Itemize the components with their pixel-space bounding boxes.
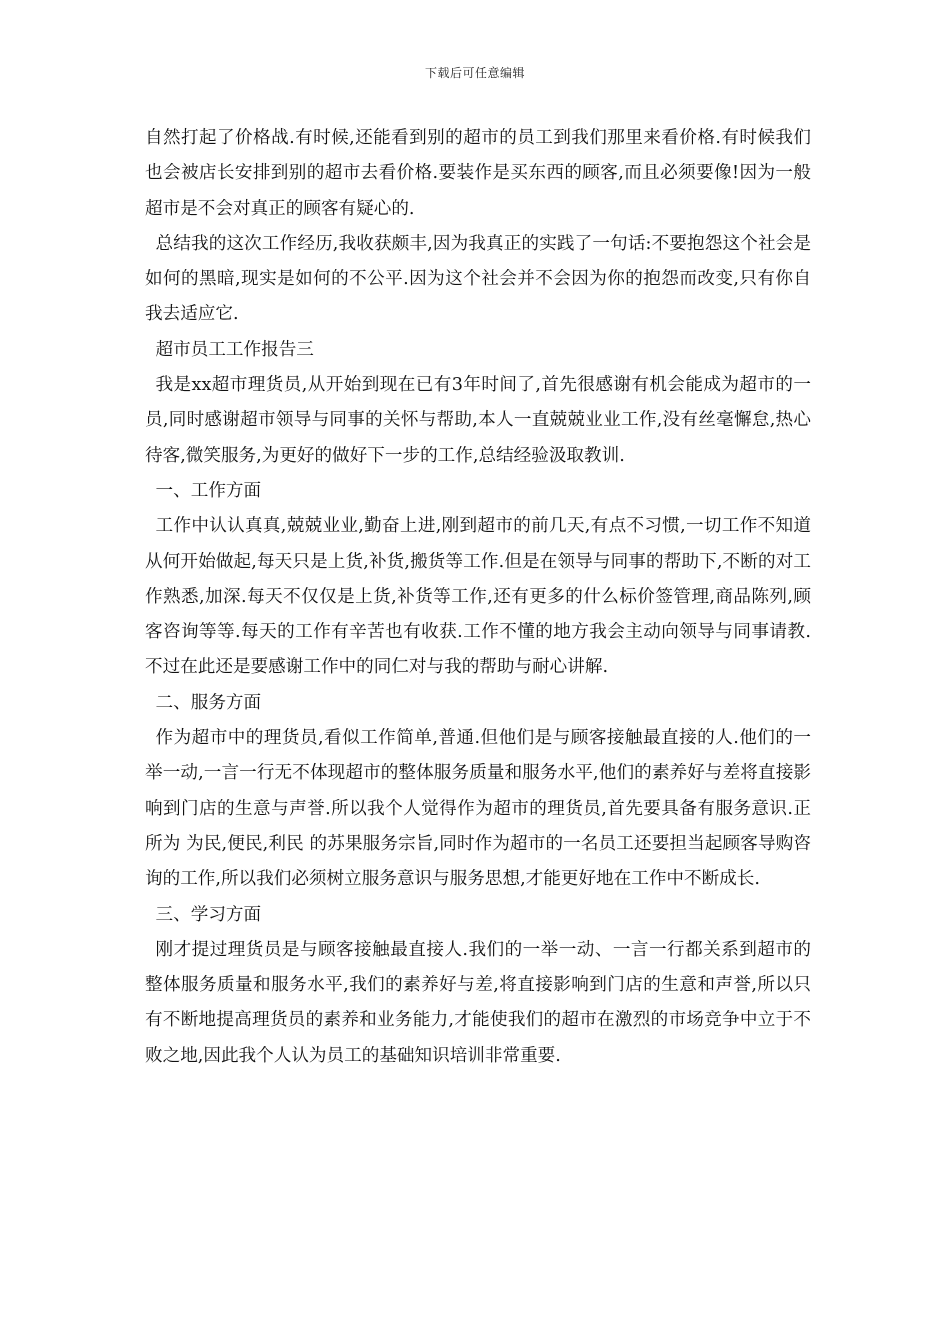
document-body [145, 121, 811, 1074]
paragraph-study-aspect: 刚才提过理货员是与顾客接触最直接人.我们的一举一动、一言一行都关系到超市的整体服务质量和服务水平,我们的素养好与差,将直接影响到门店的生意和声誉,所以只有不断地提高理货员的素养和业务能力,才能使我们的超市在激烈的市场竞争中立于不败之地,因此我个人认为员工的基础知识培训非常重要. [145, 939, 811, 1066]
paragraph-introduction: 我是xx超市理货员,从开始到现在已有3年时间了,首先很感谢有机会能成为超市的一员,同时感谢超市领导与同事的关怀与帮助,本人一直兢兢业业工作,没有丝毫懈怠,热心待客,微笑服务,为更好的做好下一步的工作,总结经验汲取教训. [145, 375, 811, 466]
section-title-report-three: 超市员工工作报告三 [155, 339, 314, 360]
paragraph-price-war: 自然打起了价格战.有时候,还能看到别的超市的员工到我们那里来看价格.有时候我们也会被店长安排到别的超市去看价格.要装作是买东西的顾客,而且必须要像!因为一般超市是不会对真正的顾客有疑心的. [145, 128, 811, 219]
paragraph-service-aspect: 作为超市中的理货员,看似工作简单,普通.但他们是与顾客接触最直接的人.他们的一举一动,一言一行无不体现超市的整体服务质量和服务水平,他们的素养好与差将直接影响到门店的生意与声誉.所以我个人觉得作为超市的理货员,首先要具备有服务意识.正所为 为民,便民,利民 的苏果服务宗旨,同时作为超市的一名员工还要担当起顾客导购咨询的工作,所以我们必须树立服务意识与服务思想,才能更好地在工作中不断成长. [145, 728, 811, 890]
heading-service-aspect: 二、服务方面 [155, 692, 262, 713]
page-header: 下载后可任意编辑 [424, 66, 525, 80]
paragraph-work-aspect: 工作中认认真真,兢兢业业,勤奋上进,刚到超市的前几天,有点不习惯,一切工作不知道从何开始做起,每天只是上货,补货,搬货等工作.但是在领导与同事的帮助下,不断的对工作熟悉,加深.每天不仅仅是上货,补货等工作,还有更多的什么标价签管理,商品陈列,顾客咨询等等.每天的工作有辛苦也有收获.工作不懂的地方我会主动向领导与同事请教.不过在此还是要感谢工作中的同仁对与我的帮助与耐心讲解. [145, 516, 811, 678]
heading-study-aspect: 三、学习方面 [155, 904, 262, 925]
paragraph-summary: 总结我的这次工作经历,我收获颇丰,因为我真正的实践了一句话:不要抱怨这个社会是如何的黑暗,现实是如何的不公平.因为这个社会并不会因为你的抱怨而改变,只有你自我去适应它. [145, 233, 811, 325]
heading-work-aspect: 一、工作方面 [155, 480, 262, 501]
